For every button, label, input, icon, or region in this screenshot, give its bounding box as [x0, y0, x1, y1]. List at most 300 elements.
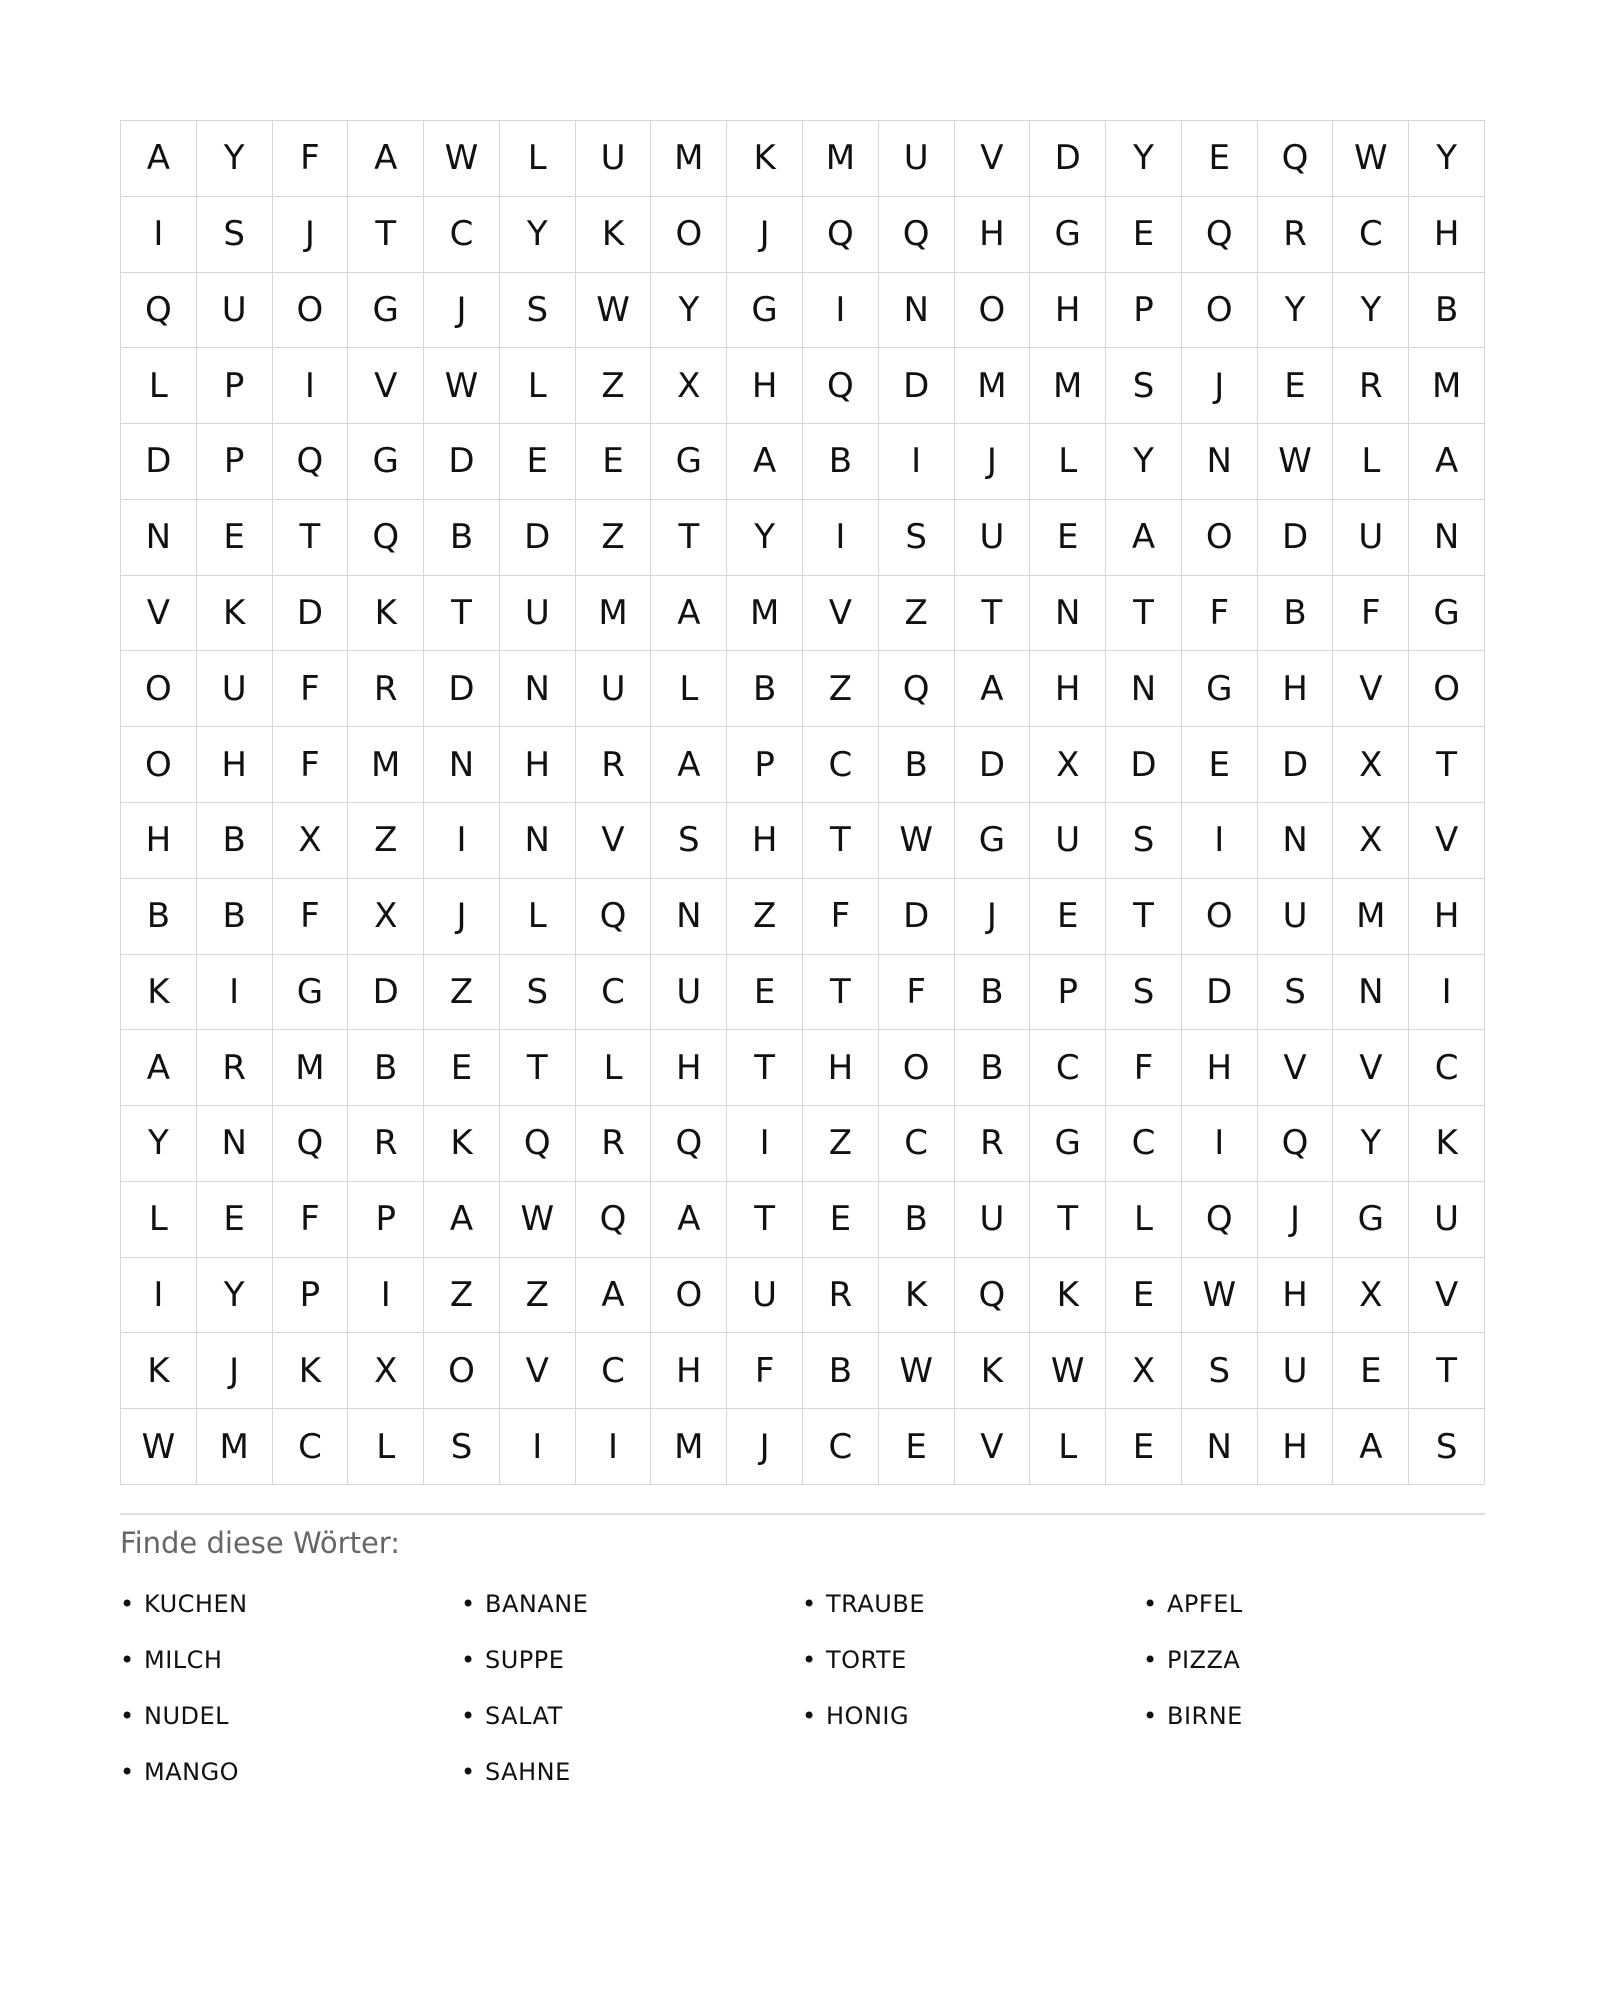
grid-cell[interactable]: E: [1030, 879, 1106, 955]
grid-cell[interactable]: F: [1106, 1030, 1182, 1106]
grid-cell[interactable]: B: [879, 1182, 955, 1258]
grid-cell[interactable]: T: [803, 955, 879, 1031]
grid-cell[interactable]: S: [1106, 803, 1182, 879]
grid-cell[interactable]: M: [955, 348, 1031, 424]
grid-cell[interactable]: K: [1030, 1258, 1106, 1334]
grid-cell[interactable]: D: [1258, 500, 1334, 576]
grid-cell[interactable]: N: [1106, 651, 1182, 727]
grid-cell[interactable]: Q: [500, 1106, 576, 1182]
grid-cell[interactable]: O: [1409, 651, 1485, 727]
grid-cell[interactable]: R: [1333, 348, 1409, 424]
grid-cell[interactable]: F: [1333, 576, 1409, 652]
grid-cell[interactable]: M: [273, 1030, 349, 1106]
grid-cell[interactable]: B: [348, 1030, 424, 1106]
grid-cell[interactable]: E: [803, 1182, 879, 1258]
grid-cell[interactable]: S: [1409, 1409, 1485, 1485]
grid-cell[interactable]: B: [955, 1030, 1031, 1106]
grid-cell[interactable]: M: [651, 1409, 727, 1485]
grid-cell[interactable]: H: [1258, 1258, 1334, 1334]
grid-cell[interactable]: L: [576, 1030, 652, 1106]
grid-cell[interactable]: Z: [424, 1258, 500, 1334]
grid-cell[interactable]: N: [121, 500, 197, 576]
grid-cell[interactable]: A: [651, 1182, 727, 1258]
grid-cell[interactable]: N: [500, 651, 576, 727]
grid-cell[interactable]: M: [197, 1409, 273, 1485]
grid-cell[interactable]: C: [1409, 1030, 1485, 1106]
grid-cell[interactable]: A: [576, 1258, 652, 1334]
grid-cell[interactable]: Q: [273, 1106, 349, 1182]
grid-cell[interactable]: P: [197, 348, 273, 424]
grid-cell[interactable]: N: [1258, 803, 1334, 879]
grid-cell[interactable]: F: [273, 1182, 349, 1258]
grid-cell[interactable]: R: [803, 1258, 879, 1334]
grid-cell[interactable]: Q: [803, 348, 879, 424]
grid-cell[interactable]: P: [1030, 955, 1106, 1031]
grid-cell[interactable]: Q: [1258, 121, 1334, 197]
grid-cell[interactable]: B: [727, 651, 803, 727]
grid-cell[interactable]: U: [576, 121, 652, 197]
grid-cell[interactable]: F: [273, 879, 349, 955]
grid-cell[interactable]: M: [651, 121, 727, 197]
grid-cell[interactable]: Q: [1258, 1106, 1334, 1182]
grid-cell[interactable]: E: [727, 955, 803, 1031]
grid-cell[interactable]: O: [273, 273, 349, 349]
grid-cell[interactable]: D: [424, 651, 500, 727]
grid-cell[interactable]: H: [651, 1333, 727, 1409]
grid-cell[interactable]: B: [1409, 273, 1485, 349]
grid-cell[interactable]: T: [1409, 727, 1485, 803]
grid-cell[interactable]: L: [121, 1182, 197, 1258]
grid-cell[interactable]: J: [424, 273, 500, 349]
grid-cell[interactable]: T: [803, 803, 879, 879]
grid-cell[interactable]: U: [1333, 500, 1409, 576]
grid-cell[interactable]: T: [273, 500, 349, 576]
grid-cell[interactable]: I: [500, 1409, 576, 1485]
grid-cell[interactable]: T: [727, 1182, 803, 1258]
grid-cell[interactable]: V: [1333, 1030, 1409, 1106]
grid-cell[interactable]: J: [955, 424, 1031, 500]
grid-cell[interactable]: Q: [651, 1106, 727, 1182]
grid-cell[interactable]: D: [879, 879, 955, 955]
grid-cell[interactable]: N: [1030, 576, 1106, 652]
grid-cell[interactable]: L: [1030, 424, 1106, 500]
grid-cell[interactable]: A: [955, 651, 1031, 727]
grid-cell[interactable]: P: [273, 1258, 349, 1334]
grid-cell[interactable]: A: [651, 727, 727, 803]
grid-cell[interactable]: V: [955, 1409, 1031, 1485]
grid-cell[interactable]: Y: [1409, 121, 1485, 197]
grid-cell[interactable]: O: [955, 273, 1031, 349]
grid-cell[interactable]: E: [1106, 1409, 1182, 1485]
grid-cell[interactable]: X: [348, 1333, 424, 1409]
grid-cell[interactable]: U: [576, 651, 652, 727]
grid-cell[interactable]: H: [197, 727, 273, 803]
grid-cell[interactable]: D: [1106, 727, 1182, 803]
grid-cell[interactable]: I: [576, 1409, 652, 1485]
grid-cell[interactable]: F: [273, 651, 349, 727]
grid-cell[interactable]: H: [500, 727, 576, 803]
grid-cell[interactable]: P: [197, 424, 273, 500]
grid-cell[interactable]: B: [879, 727, 955, 803]
grid-cell[interactable]: W: [576, 273, 652, 349]
grid-cell[interactable]: F: [1182, 576, 1258, 652]
grid-cell[interactable]: O: [651, 1258, 727, 1334]
grid-cell[interactable]: U: [197, 273, 273, 349]
grid-cell[interactable]: L: [651, 651, 727, 727]
grid-cell[interactable]: P: [1106, 273, 1182, 349]
grid-cell[interactable]: D: [424, 424, 500, 500]
grid-cell[interactable]: V: [500, 1333, 576, 1409]
grid-cell[interactable]: Y: [500, 197, 576, 273]
grid-cell[interactable]: I: [1182, 803, 1258, 879]
grid-cell[interactable]: J: [273, 197, 349, 273]
grid-cell[interactable]: U: [651, 955, 727, 1031]
grid-cell[interactable]: B: [803, 424, 879, 500]
grid-cell[interactable]: B: [424, 500, 500, 576]
grid-cell[interactable]: V: [121, 576, 197, 652]
grid-cell[interactable]: G: [1333, 1182, 1409, 1258]
grid-cell[interactable]: M: [803, 121, 879, 197]
grid-cell[interactable]: N: [1333, 955, 1409, 1031]
grid-cell[interactable]: I: [121, 197, 197, 273]
grid-cell[interactable]: C: [803, 727, 879, 803]
grid-cell[interactable]: T: [1106, 879, 1182, 955]
grid-cell[interactable]: L: [500, 121, 576, 197]
grid-cell[interactable]: J: [727, 1409, 803, 1485]
grid-cell[interactable]: G: [1030, 1106, 1106, 1182]
grid-cell[interactable]: J: [1258, 1182, 1334, 1258]
grid-cell[interactable]: U: [500, 576, 576, 652]
grid-cell[interactable]: H: [955, 197, 1031, 273]
grid-cell[interactable]: S: [424, 1409, 500, 1485]
grid-cell[interactable]: U: [727, 1258, 803, 1334]
grid-cell[interactable]: H: [1030, 273, 1106, 349]
grid-cell[interactable]: N: [1409, 500, 1485, 576]
grid-cell[interactable]: R: [197, 1030, 273, 1106]
grid-cell[interactable]: Z: [803, 1106, 879, 1182]
grid-cell[interactable]: G: [1030, 197, 1106, 273]
grid-cell[interactable]: S: [500, 273, 576, 349]
grid-cell[interactable]: N: [879, 273, 955, 349]
grid-cell[interactable]: T: [1409, 1333, 1485, 1409]
grid-cell[interactable]: E: [1030, 500, 1106, 576]
grid-cell[interactable]: M: [576, 576, 652, 652]
grid-cell[interactable]: A: [1106, 500, 1182, 576]
grid-cell[interactable]: S: [197, 197, 273, 273]
grid-cell[interactable]: U: [879, 121, 955, 197]
grid-cell[interactable]: S: [1106, 955, 1182, 1031]
grid-cell[interactable]: O: [879, 1030, 955, 1106]
grid-cell[interactable]: V: [576, 803, 652, 879]
grid-cell[interactable]: T: [500, 1030, 576, 1106]
grid-cell[interactable]: F: [727, 1333, 803, 1409]
grid-cell[interactable]: Q: [273, 424, 349, 500]
grid-cell[interactable]: G: [348, 424, 424, 500]
grid-cell[interactable]: W: [1258, 424, 1334, 500]
grid-cell[interactable]: B: [121, 879, 197, 955]
grid-cell[interactable]: G: [651, 424, 727, 500]
grid-cell[interactable]: L: [500, 879, 576, 955]
grid-cell[interactable]: V: [803, 576, 879, 652]
grid-cell[interactable]: D: [273, 576, 349, 652]
grid-cell[interactable]: V: [1409, 803, 1485, 879]
grid-cell[interactable]: Y: [651, 273, 727, 349]
grid-cell[interactable]: A: [348, 121, 424, 197]
grid-cell[interactable]: S: [500, 955, 576, 1031]
grid-cell[interactable]: Z: [348, 803, 424, 879]
grid-cell[interactable]: Q: [879, 197, 955, 273]
grid-cell[interactable]: G: [727, 273, 803, 349]
grid-cell[interactable]: R: [576, 1106, 652, 1182]
grid-cell[interactable]: N: [1182, 424, 1258, 500]
grid-cell[interactable]: H: [727, 803, 803, 879]
grid-cell[interactable]: X: [651, 348, 727, 424]
grid-cell[interactable]: A: [1333, 1409, 1409, 1485]
grid-cell[interactable]: P: [727, 727, 803, 803]
grid-cell[interactable]: E: [1106, 197, 1182, 273]
grid-cell[interactable]: J: [727, 197, 803, 273]
grid-cell[interactable]: Y: [1333, 1106, 1409, 1182]
grid-cell[interactable]: K: [273, 1333, 349, 1409]
grid-cell[interactable]: K: [727, 121, 803, 197]
grid-cell[interactable]: Z: [424, 955, 500, 1031]
grid-cell[interactable]: L: [500, 348, 576, 424]
grid-cell[interactable]: S: [879, 500, 955, 576]
grid-cell[interactable]: E: [1182, 727, 1258, 803]
grid-cell[interactable]: E: [500, 424, 576, 500]
grid-cell[interactable]: K: [576, 197, 652, 273]
grid-cell[interactable]: Y: [1333, 273, 1409, 349]
grid-cell[interactable]: H: [1409, 197, 1485, 273]
grid-cell[interactable]: H: [651, 1030, 727, 1106]
grid-cell[interactable]: Z: [500, 1258, 576, 1334]
grid-cell[interactable]: X: [1333, 803, 1409, 879]
grid-cell[interactable]: Z: [576, 500, 652, 576]
grid-cell[interactable]: S: [651, 803, 727, 879]
grid-cell[interactable]: U: [1030, 803, 1106, 879]
grid-cell[interactable]: C: [424, 197, 500, 273]
grid-cell[interactable]: Y: [197, 121, 273, 197]
grid-cell[interactable]: N: [197, 1106, 273, 1182]
grid-cell[interactable]: N: [1182, 1409, 1258, 1485]
grid-cell[interactable]: N: [651, 879, 727, 955]
grid-cell[interactable]: K: [1409, 1106, 1485, 1182]
grid-cell[interactable]: A: [424, 1182, 500, 1258]
grid-cell[interactable]: P: [348, 1182, 424, 1258]
grid-cell[interactable]: L: [121, 348, 197, 424]
grid-cell[interactable]: R: [1258, 197, 1334, 273]
grid-cell[interactable]: X: [1333, 1258, 1409, 1334]
grid-cell[interactable]: K: [197, 576, 273, 652]
grid-cell[interactable]: L: [1333, 424, 1409, 500]
grid-cell[interactable]: Y: [121, 1106, 197, 1182]
grid-cell[interactable]: Q: [576, 879, 652, 955]
grid-cell[interactable]: U: [955, 1182, 1031, 1258]
grid-cell[interactable]: N: [424, 727, 500, 803]
grid-cell[interactable]: V: [955, 121, 1031, 197]
grid-cell[interactable]: C: [576, 1333, 652, 1409]
grid-cell[interactable]: Y: [1106, 121, 1182, 197]
grid-cell[interactable]: J: [197, 1333, 273, 1409]
grid-cell[interactable]: C: [1333, 197, 1409, 273]
grid-cell[interactable]: R: [348, 651, 424, 727]
grid-cell[interactable]: G: [273, 955, 349, 1031]
grid-cell[interactable]: V: [1333, 651, 1409, 727]
grid-cell[interactable]: D: [1182, 955, 1258, 1031]
grid-cell[interactable]: Y: [727, 500, 803, 576]
grid-cell[interactable]: A: [1409, 424, 1485, 500]
grid-cell[interactable]: O: [1182, 879, 1258, 955]
grid-cell[interactable]: X: [1333, 727, 1409, 803]
grid-cell[interactable]: W: [1182, 1258, 1258, 1334]
grid-cell[interactable]: M: [1030, 348, 1106, 424]
grid-cell[interactable]: Y: [1106, 424, 1182, 500]
grid-cell[interactable]: Y: [1258, 273, 1334, 349]
grid-cell[interactable]: E: [1333, 1333, 1409, 1409]
grid-cell[interactable]: H: [1030, 651, 1106, 727]
grid-cell[interactable]: E: [1182, 121, 1258, 197]
grid-cell[interactable]: K: [955, 1333, 1031, 1409]
grid-cell[interactable]: B: [1258, 576, 1334, 652]
grid-cell[interactable]: I: [121, 1258, 197, 1334]
grid-cell[interactable]: Z: [727, 879, 803, 955]
grid-cell[interactable]: X: [1106, 1333, 1182, 1409]
grid-cell[interactable]: S: [1258, 955, 1334, 1031]
grid-cell[interactable]: D: [500, 500, 576, 576]
grid-cell[interactable]: Y: [197, 1258, 273, 1334]
grid-cell[interactable]: C: [576, 955, 652, 1031]
grid-cell[interactable]: A: [121, 1030, 197, 1106]
grid-cell[interactable]: X: [273, 803, 349, 879]
grid-cell[interactable]: T: [1030, 1182, 1106, 1258]
grid-cell[interactable]: H: [1182, 1030, 1258, 1106]
grid-cell[interactable]: K: [424, 1106, 500, 1182]
grid-cell[interactable]: O: [651, 197, 727, 273]
grid-cell[interactable]: I: [727, 1106, 803, 1182]
grid-cell[interactable]: M: [727, 576, 803, 652]
grid-cell[interactable]: Q: [1182, 197, 1258, 273]
grid-cell[interactable]: I: [273, 348, 349, 424]
grid-cell[interactable]: Z: [803, 651, 879, 727]
grid-cell[interactable]: M: [348, 727, 424, 803]
grid-cell[interactable]: V: [1409, 1258, 1485, 1334]
grid-cell[interactable]: O: [424, 1333, 500, 1409]
grid-cell[interactable]: U: [955, 500, 1031, 576]
grid-cell[interactable]: E: [197, 1182, 273, 1258]
grid-cell[interactable]: G: [955, 803, 1031, 879]
grid-cell[interactable]: B: [803, 1333, 879, 1409]
grid-cell[interactable]: F: [803, 879, 879, 955]
grid-cell[interactable]: K: [121, 955, 197, 1031]
grid-cell[interactable]: R: [576, 727, 652, 803]
grid-cell[interactable]: E: [576, 424, 652, 500]
grid-cell[interactable]: D: [121, 424, 197, 500]
grid-cell[interactable]: I: [197, 955, 273, 1031]
grid-cell[interactable]: W: [1333, 121, 1409, 197]
grid-cell[interactable]: Q: [879, 651, 955, 727]
grid-cell[interactable]: C: [803, 1409, 879, 1485]
grid-cell[interactable]: I: [424, 803, 500, 879]
grid-cell[interactable]: F: [273, 121, 349, 197]
grid-cell[interactable]: E: [424, 1030, 500, 1106]
grid-cell[interactable]: C: [1030, 1030, 1106, 1106]
grid-cell[interactable]: W: [121, 1409, 197, 1485]
grid-cell[interactable]: E: [197, 500, 273, 576]
grid-cell[interactable]: G: [1182, 651, 1258, 727]
grid-cell[interactable]: Q: [121, 273, 197, 349]
grid-cell[interactable]: I: [348, 1258, 424, 1334]
grid-cell[interactable]: I: [803, 273, 879, 349]
grid-cell[interactable]: Z: [576, 348, 652, 424]
grid-cell[interactable]: H: [121, 803, 197, 879]
grid-cell[interactable]: J: [1182, 348, 1258, 424]
grid-cell[interactable]: M: [1333, 879, 1409, 955]
grid-cell[interactable]: U: [1258, 879, 1334, 955]
grid-cell[interactable]: X: [348, 879, 424, 955]
grid-cell[interactable]: R: [348, 1106, 424, 1182]
grid-cell[interactable]: V: [1258, 1030, 1334, 1106]
grid-cell[interactable]: T: [955, 576, 1031, 652]
grid-cell[interactable]: L: [348, 1409, 424, 1485]
grid-cell[interactable]: I: [803, 500, 879, 576]
grid-cell[interactable]: B: [197, 803, 273, 879]
grid-cell[interactable]: H: [1258, 1409, 1334, 1485]
grid-cell[interactable]: K: [121, 1333, 197, 1409]
grid-cell[interactable]: L: [1106, 1182, 1182, 1258]
grid-cell[interactable]: A: [727, 424, 803, 500]
grid-cell[interactable]: U: [197, 651, 273, 727]
grid-cell[interactable]: Q: [803, 197, 879, 273]
grid-cell[interactable]: F: [273, 727, 349, 803]
grid-cell[interactable]: G: [1409, 576, 1485, 652]
grid-cell[interactable]: W: [424, 348, 500, 424]
grid-cell[interactable]: U: [1258, 1333, 1334, 1409]
grid-cell[interactable]: D: [1258, 727, 1334, 803]
grid-cell[interactable]: A: [121, 121, 197, 197]
grid-cell[interactable]: R: [955, 1106, 1031, 1182]
grid-cell[interactable]: J: [424, 879, 500, 955]
grid-cell[interactable]: O: [121, 651, 197, 727]
grid-cell[interactable]: S: [1182, 1333, 1258, 1409]
grid-cell[interactable]: K: [348, 576, 424, 652]
grid-cell[interactable]: Q: [955, 1258, 1031, 1334]
grid-cell[interactable]: T: [727, 1030, 803, 1106]
grid-cell[interactable]: T: [424, 576, 500, 652]
grid-cell[interactable]: B: [197, 879, 273, 955]
grid-cell[interactable]: D: [1030, 121, 1106, 197]
grid-cell[interactable]: N: [500, 803, 576, 879]
grid-cell[interactable]: D: [879, 348, 955, 424]
grid-cell[interactable]: C: [879, 1106, 955, 1182]
grid-cell[interactable]: G: [348, 273, 424, 349]
grid-cell[interactable]: W: [1030, 1333, 1106, 1409]
grid-cell[interactable]: W: [500, 1182, 576, 1258]
grid-cell[interactable]: H: [1258, 651, 1334, 727]
grid-cell[interactable]: V: [348, 348, 424, 424]
grid-cell[interactable]: D: [955, 727, 1031, 803]
grid-cell[interactable]: D: [348, 955, 424, 1031]
grid-cell[interactable]: I: [1182, 1106, 1258, 1182]
grid-cell[interactable]: Q: [1182, 1182, 1258, 1258]
grid-cell[interactable]: C: [1106, 1106, 1182, 1182]
grid-cell[interactable]: J: [955, 879, 1031, 955]
grid-cell[interactable]: O: [1182, 500, 1258, 576]
grid-cell[interactable]: Q: [576, 1182, 652, 1258]
grid-cell[interactable]: O: [121, 727, 197, 803]
grid-cell[interactable]: U: [1409, 1182, 1485, 1258]
grid-cell[interactable]: K: [879, 1258, 955, 1334]
grid-cell[interactable]: O: [1182, 273, 1258, 349]
